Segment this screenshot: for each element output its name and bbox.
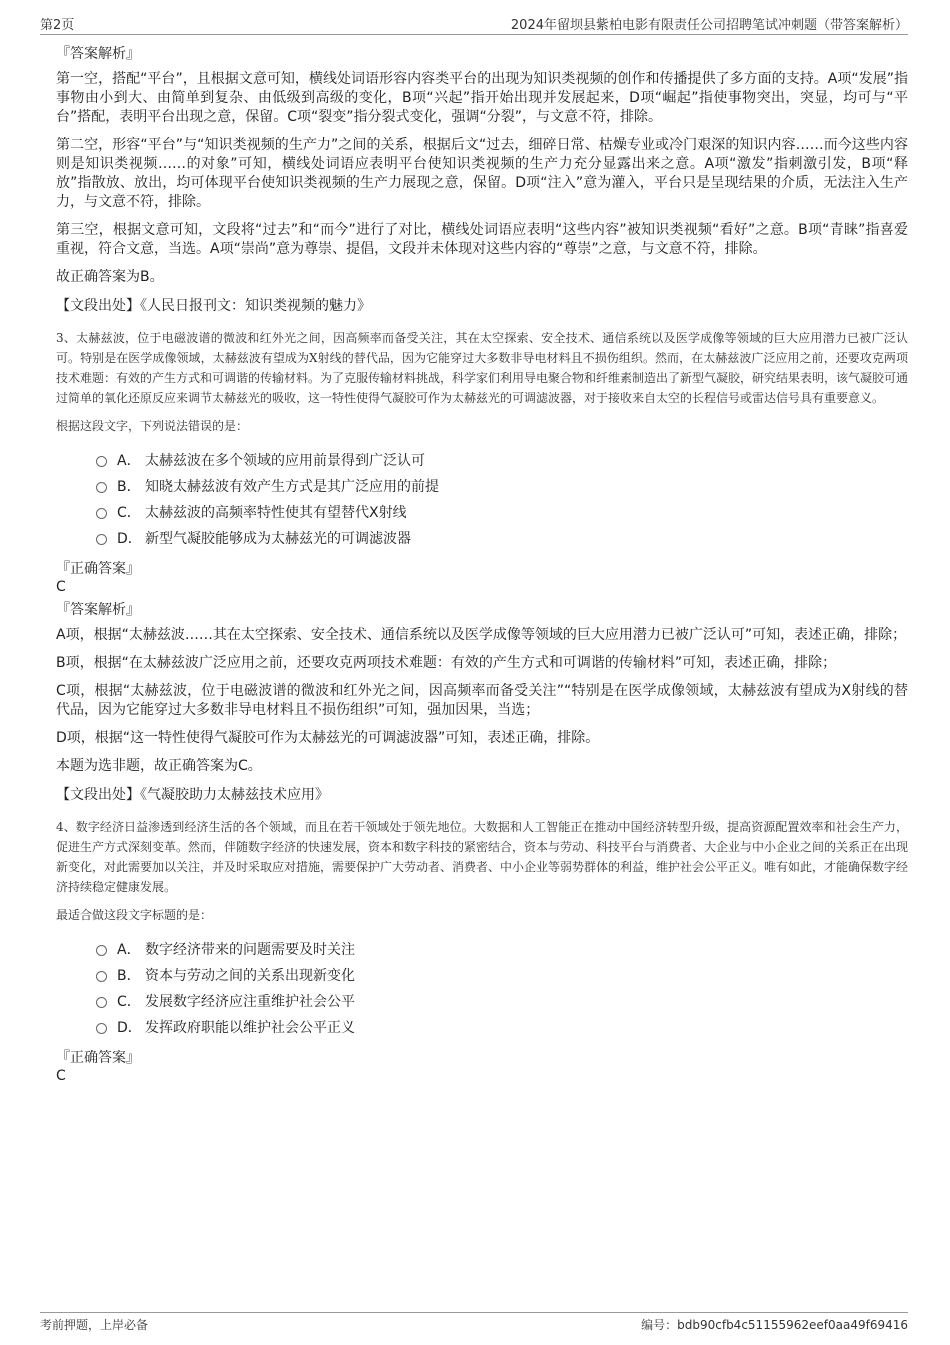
q3-option-a[interactable]	[96, 448, 908, 474]
q4-option-b[interactable]	[96, 963, 908, 989]
q3-analysis-d: D项，根据“这一特性使得气凝胶可作为太赫兹光的可调滤波器”可知，表述正确，排除。	[56, 730, 600, 746]
q3-conclusion: 本题为选非题，故正确答案为C。	[56, 758, 262, 774]
radio-icon[interactable]	[96, 1023, 107, 1034]
q3-source: 【文段出处】《气凝胶助力太赫兹技术应用》	[56, 787, 329, 803]
q2-analysis-paragraph-3: 第三空，根据文意可知，文段将“过去”和“而今”进行了对比，横线处词语应表明“这些内容”被知识类视频“看好”之意。B项“青睐”指喜爱重视，符合文意，当选。A项“崇尚”意为尊崇、提倡，文段并未体现对这些内容的“尊崇”之意，与文意不符，排除。	[56, 222, 908, 257]
option-letter: D．	[117, 531, 142, 547]
q4-answer: C	[56, 1068, 66, 1084]
q3-answer: C	[56, 579, 66, 595]
page-header	[40, 12, 908, 35]
q3-option-b[interactable]	[96, 474, 908, 500]
q4-passage: 4、数字经济日益渗透到经济生活的各个领域，而且在若干领域处于领先地位。大数据和人工智能正在推动中国经济转型升级，提高资源配置效率和社会生产力，促进生产方式深刻变革。然而，伴随数字经济的快速发展，资本和数字科技的紧密结合，资本与劳动、科技平台与消费者、大企业与中小企业之间的关系正在出现新变化，对此需要加以关注，并及时采取应对措施，需要保护广大劳动者、消费者、中小企业等弱势群体的利益，维护社会公平正义。唯有如此，才能确保数字经济持续稳定健康发展。	[56, 820, 909, 894]
q3-analysis-a: A项，根据“太赫兹波……其在太空探索、安全技术、通信系统以及医学成像等领域的巨大应用潜力已被广泛认可”可知，表述正确，排除；	[56, 627, 907, 643]
option-letter: B．	[117, 968, 141, 984]
q3-analysis-b: B项，根据“在太赫兹波广泛应用之前，还要攻克两项技术难题：有效的产生方式和可调谐的传输材料”可知，表述正确，排除；	[56, 655, 837, 671]
document-content	[56, 44, 908, 1089]
q3-answer-label: 『正确答案』	[56, 561, 140, 577]
q4-answer-label: 『正确答案』	[56, 1050, 140, 1066]
question-4	[56, 817, 908, 1085]
option-text: 太赫兹波的高频率特性使其有望替代X射线	[145, 505, 407, 521]
option-letter: C．	[117, 994, 141, 1010]
question-3	[56, 328, 908, 805]
document-title: 2024年留坝县紫柏电影有限责任公司招聘笔试冲刺题（带答案解析）	[510, 18, 908, 33]
q2-analysis-paragraph-2: 第二空，形容“平台”与“知识类视频的生产力”之间的关系，根据后文“过去，细碎日常、枯燥专业或冷门艰深的知识内容……而今这些内容则是知识类视频……的对象”可知，横线处词语应表明平台使知识类视频的生产力充分显露出来之意。A项“激发”指刺激引发，B项“释放”指散放、放出，均可体现平台使知识类视频的生产力展现之意，保留。D项“注入”意为灌入，平台只是呈现结果的介质，无法注入生产力，与文意不符，排除。	[56, 137, 908, 210]
page-footer	[40, 1312, 908, 1335]
option-letter: A．	[117, 942, 141, 958]
q3-option-d[interactable]	[96, 526, 908, 552]
q4-option-c[interactable]	[96, 989, 908, 1015]
option-text: 数字经济带来的问题需要及时关注	[145, 942, 355, 958]
document-id: 编号：bdb90cfb4c51155962eef0aa49f69416	[641, 1318, 908, 1332]
radio-icon[interactable]	[96, 534, 107, 545]
radio-icon[interactable]	[96, 945, 107, 956]
q2-source: 【文段出处】《人民日报刊文：知识类视频的魅力》	[56, 298, 371, 314]
q2-analysis-label: 『答案解析』	[56, 46, 140, 62]
option-letter: D．	[117, 1020, 142, 1036]
option-text: 太赫兹波在多个领域的应用前景得到广泛认可	[145, 453, 425, 469]
option-letter: B．	[117, 479, 141, 495]
q3-passage: 3、太赫兹波，位于电磁波谱的微波和红外光之间，因高频率而备受关注，其在太空探索、安全技术、通信系统以及医学成像等领域的巨大应用潜力已被广泛认可。特别是在医学成像领域，太赫兹波有望成为X射线的替代品，因为它能穿过大多数非导电材料且不损伤组织。然而，在太赫兹波广泛应用之前，还要攻克两项技术难题：有效的产生方式和可调谐的传输材料。为了克服传输材料挑战，科学家们利用导电聚合物和纤维素制造出了新型气凝胶，研究结果表明，该气凝胶可通过简单的氧化还原反应来调节太赫兹光的吸收，这一特性使得气凝胶可作为太赫兹光的可调滤波器，对于接收来自太空的长程信号或雷达信号具有重要意义。	[56, 331, 909, 405]
q4-option-a[interactable]	[96, 937, 908, 963]
page-number: 第2页	[40, 18, 75, 33]
radio-icon[interactable]	[96, 997, 107, 1008]
q3-option-c[interactable]	[96, 500, 908, 526]
q2-analysis	[56, 44, 908, 316]
option-letter: C．	[117, 505, 141, 521]
footer-slogan: 考前押题，上岸必备	[40, 1318, 149, 1332]
q3-options	[96, 448, 908, 552]
option-text: 知晓太赫兹波有效产生方式是其广泛应用的前提	[145, 479, 439, 495]
q2-conclusion: 故正确答案为B。	[56, 269, 164, 285]
radio-icon[interactable]	[96, 456, 107, 467]
option-text: 发挥政府职能以维护社会公平正义	[145, 1020, 355, 1036]
option-text: 发展数字经济应注重维护社会公平	[145, 994, 355, 1010]
q2-analysis-paragraph-1: 第一空，搭配“平台”，且根据文意可知，横线处词语形容内容类平台的出现为知识类视频的创作和传播提供了多方面的支持。A项“发展”指事物由小到大、由简单到复杂、由低级到高级的变化，B项“兴起”指开始出现并发展起来，D项“崛起”指使事物突出，突显，均可与“平台”搭配，表明平台出现之意，保留。C项“裂变”指分裂式变化，强调“分裂”，与文意不符，排除。	[56, 71, 908, 125]
q4-prompt: 最适合做这段文字标题的是：	[56, 908, 213, 922]
option-letter: A．	[117, 453, 141, 469]
q4-option-d[interactable]	[96, 1015, 908, 1041]
q3-analysis-label: 『答案解析』	[56, 602, 140, 618]
option-text: 新型气凝胶能够成为太赫兹光的可调滤波器	[145, 531, 411, 547]
q3-analysis-c: C项，根据“太赫兹波，位于电磁波谱的微波和红外光之间，因高频率而备受关注”“特别是在医学成像领域，太赫兹波有望成为X射线的替代品，因为它能穿过大多数非导电材料且不损伤组织”可知，强加因果，当选；	[56, 683, 908, 718]
q4-options	[96, 937, 908, 1041]
radio-icon[interactable]	[96, 508, 107, 519]
radio-icon[interactable]	[96, 971, 107, 982]
radio-icon[interactable]	[96, 482, 107, 493]
option-text: 资本与劳动之间的关系出现新变化	[145, 968, 355, 984]
q3-prompt: 根据这段文字，下列说法错误的是：	[56, 419, 249, 433]
